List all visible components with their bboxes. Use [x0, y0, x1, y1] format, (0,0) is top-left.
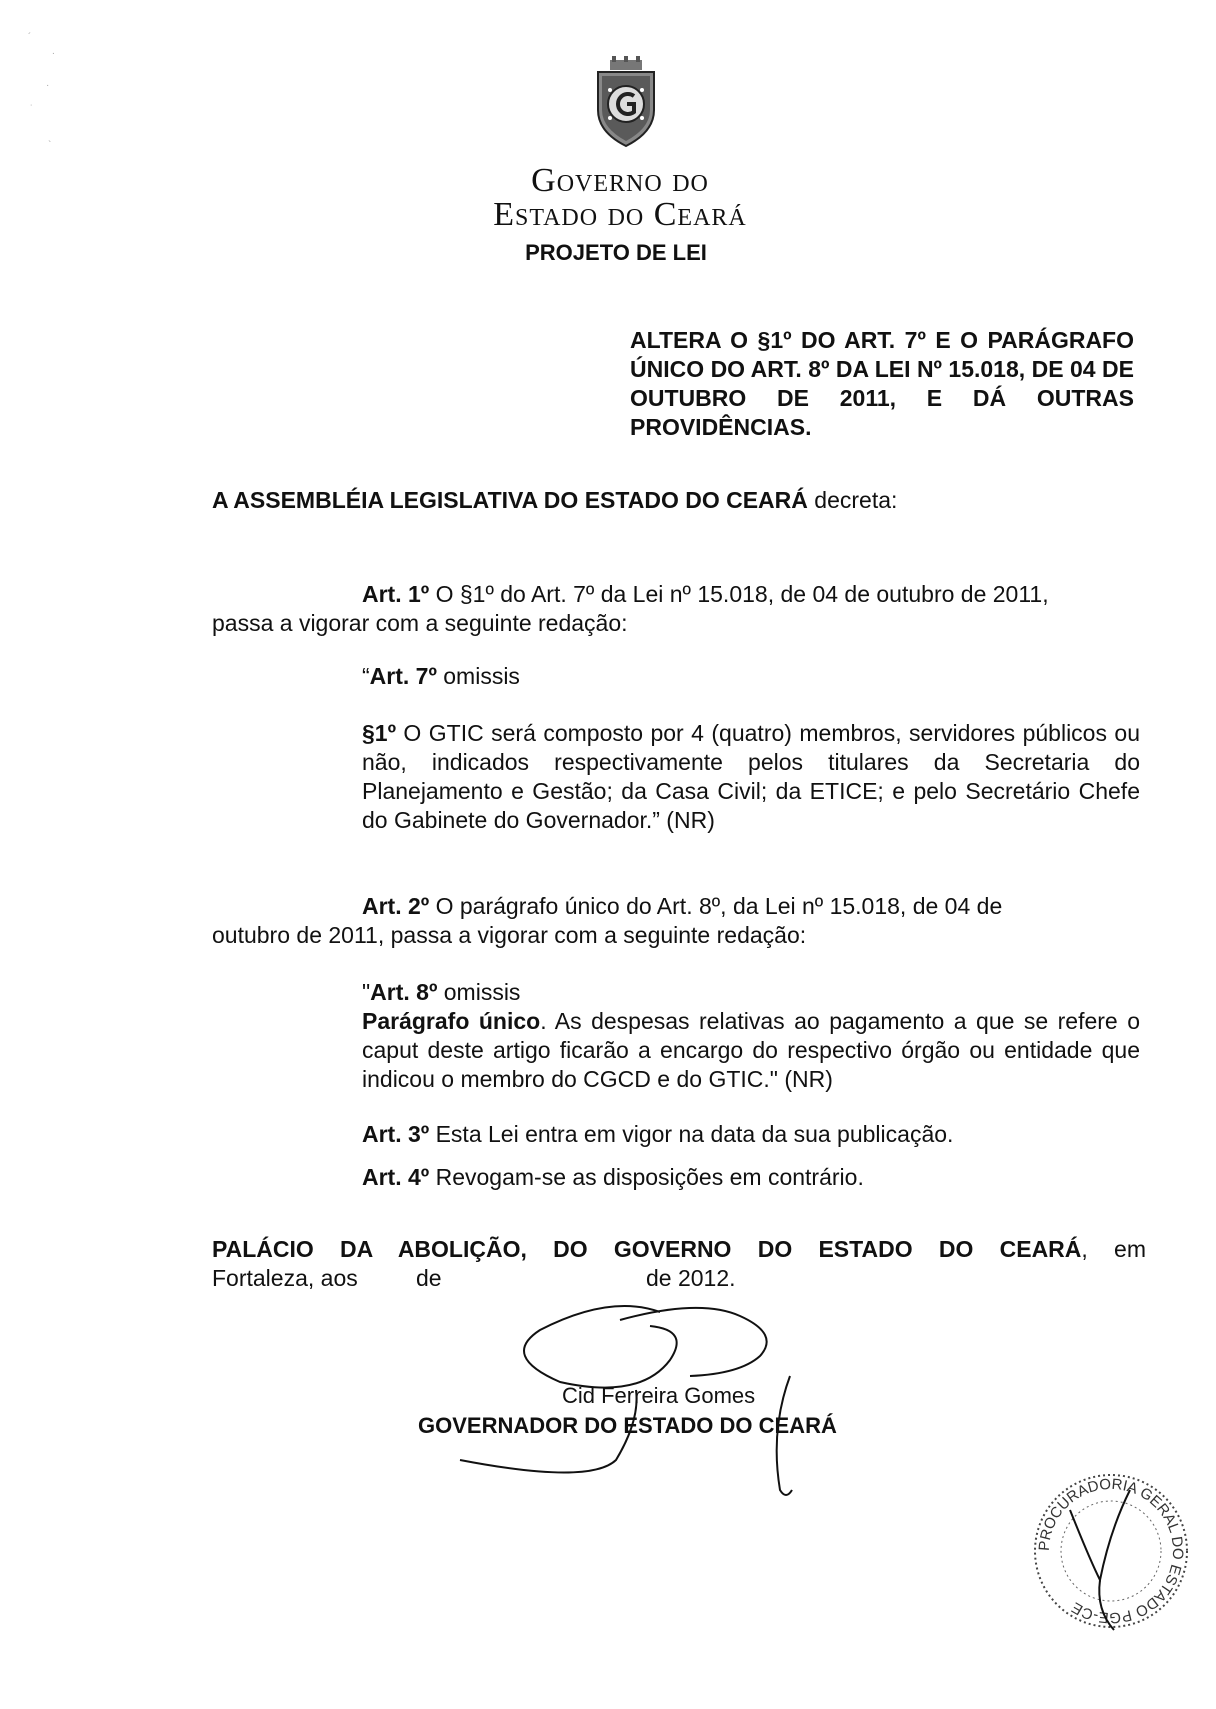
coat-of-arms-logo [588, 56, 664, 148]
preamble-rest: decreta: [807, 487, 898, 513]
closing-line1 [212, 1235, 1146, 1264]
official-stamp [1030, 1470, 1192, 1632]
art8-paragraph [362, 1007, 1140, 1094]
art8-par-label: Parágrafo único [362, 1008, 541, 1034]
closing-rest: , em [1081, 1236, 1147, 1262]
art7-quote-rest: omissis [436, 663, 520, 689]
art2-label: Art. 2º [362, 893, 430, 919]
preamble-bold: A ASSEMBLÉIA LEGISLATIVA DO ESTADO DO CEARÁ [212, 487, 808, 513]
document-type: PROJETO DE LEI [525, 240, 707, 265]
art7-par-label: §1º [362, 720, 396, 746]
art7-quote-head [362, 662, 1062, 691]
art8-quote-label: Art. 8º [370, 979, 438, 1005]
art8-quote-head [362, 978, 1062, 1007]
art3-text: Esta Lei entra em vigor na data da sua publicação. [429, 1121, 954, 1147]
art1-text: O §1º do Art. 7º da Lei nº 15.018, de 04 de outubro de 2011, [429, 581, 1049, 607]
art4 [362, 1163, 1142, 1192]
art2-text: O parágrafo único do Art. 8º, da Lei nº 15.018, de 04 de [429, 893, 1003, 919]
art2-line1 [362, 892, 1142, 921]
art8-quote-rest: omissis [437, 979, 521, 1005]
art8-quote-open: " [362, 979, 371, 1005]
art7-par-text: O GTIC será composto por 4 (quatro) membros, servidores públicos ou não, indicados respectivamente pelos titulares da Secretaria do Planejamento e Gestão; da Casa Civil; da ETICE; e pelo Secretário Chefe do Gabinete do Governador.” (NR) [362, 720, 1140, 833]
art7-quote-open: “ [362, 663, 370, 689]
closing-line2-a: Fortaleza, aos [212, 1265, 358, 1291]
art7-paragraph [362, 719, 1140, 835]
closing-bold: PALÁCIO DA ABOLIÇÃO, DO GOVERNO DO ESTADO DO CEARÁ [212, 1236, 1082, 1262]
art1-cont: passa a vigorar com a seguinte redação: [212, 610, 628, 636]
art7-quote-label: Art. 7º [369, 663, 437, 689]
art1-label: Art. 1º [362, 581, 430, 607]
art4-label: Art. 4º [362, 1164, 430, 1190]
art3-label: Art. 3º [362, 1121, 430, 1147]
closing-line2-b: de [416, 1265, 442, 1291]
closing-line2-c: de 2012. [646, 1265, 736, 1291]
art4-text: Revogam-se as disposições em contrário. [429, 1164, 864, 1190]
signatory-title: GOVERNADOR DO ESTADO DO CEARÁ [418, 1413, 837, 1438]
ementa: ALTERA O §1º DO ART. 7º E O PARÁGRAFO ÚNICO DO ART. 8º DA LEI Nº 15.018, DE 04 DE OUTUBRO DE 2011, E DÁ OUTRAS PROVIDÊNCIAS. [630, 327, 1134, 440]
signatory-name: Cid Ferreira Gomes [562, 1383, 756, 1408]
header-state: Estado do Ceará [493, 196, 747, 233]
stamp-text: PROCURADORIA GERAL DO ESTADO PGE-CE [1035, 1475, 1187, 1627]
art2-cont: outubro de 2011, passa a vigorar com a seguinte redação: [212, 922, 807, 948]
art3 [362, 1120, 1142, 1149]
header-government: Governo do [531, 162, 709, 199]
art8-par-text: . As despesas relativas ao pagamento a que se refere o caput deste artigo ficarão a encargo do respectivo órgão ou entidade que indicou o membro do CGCD e do GTIC." (NR) [362, 1008, 1140, 1092]
svg-text:PROCURADORIA GERAL DO ESTADO P [1036, 1476, 1186, 1626]
preamble [212, 486, 1112, 515]
art1-line1 [362, 580, 1142, 609]
